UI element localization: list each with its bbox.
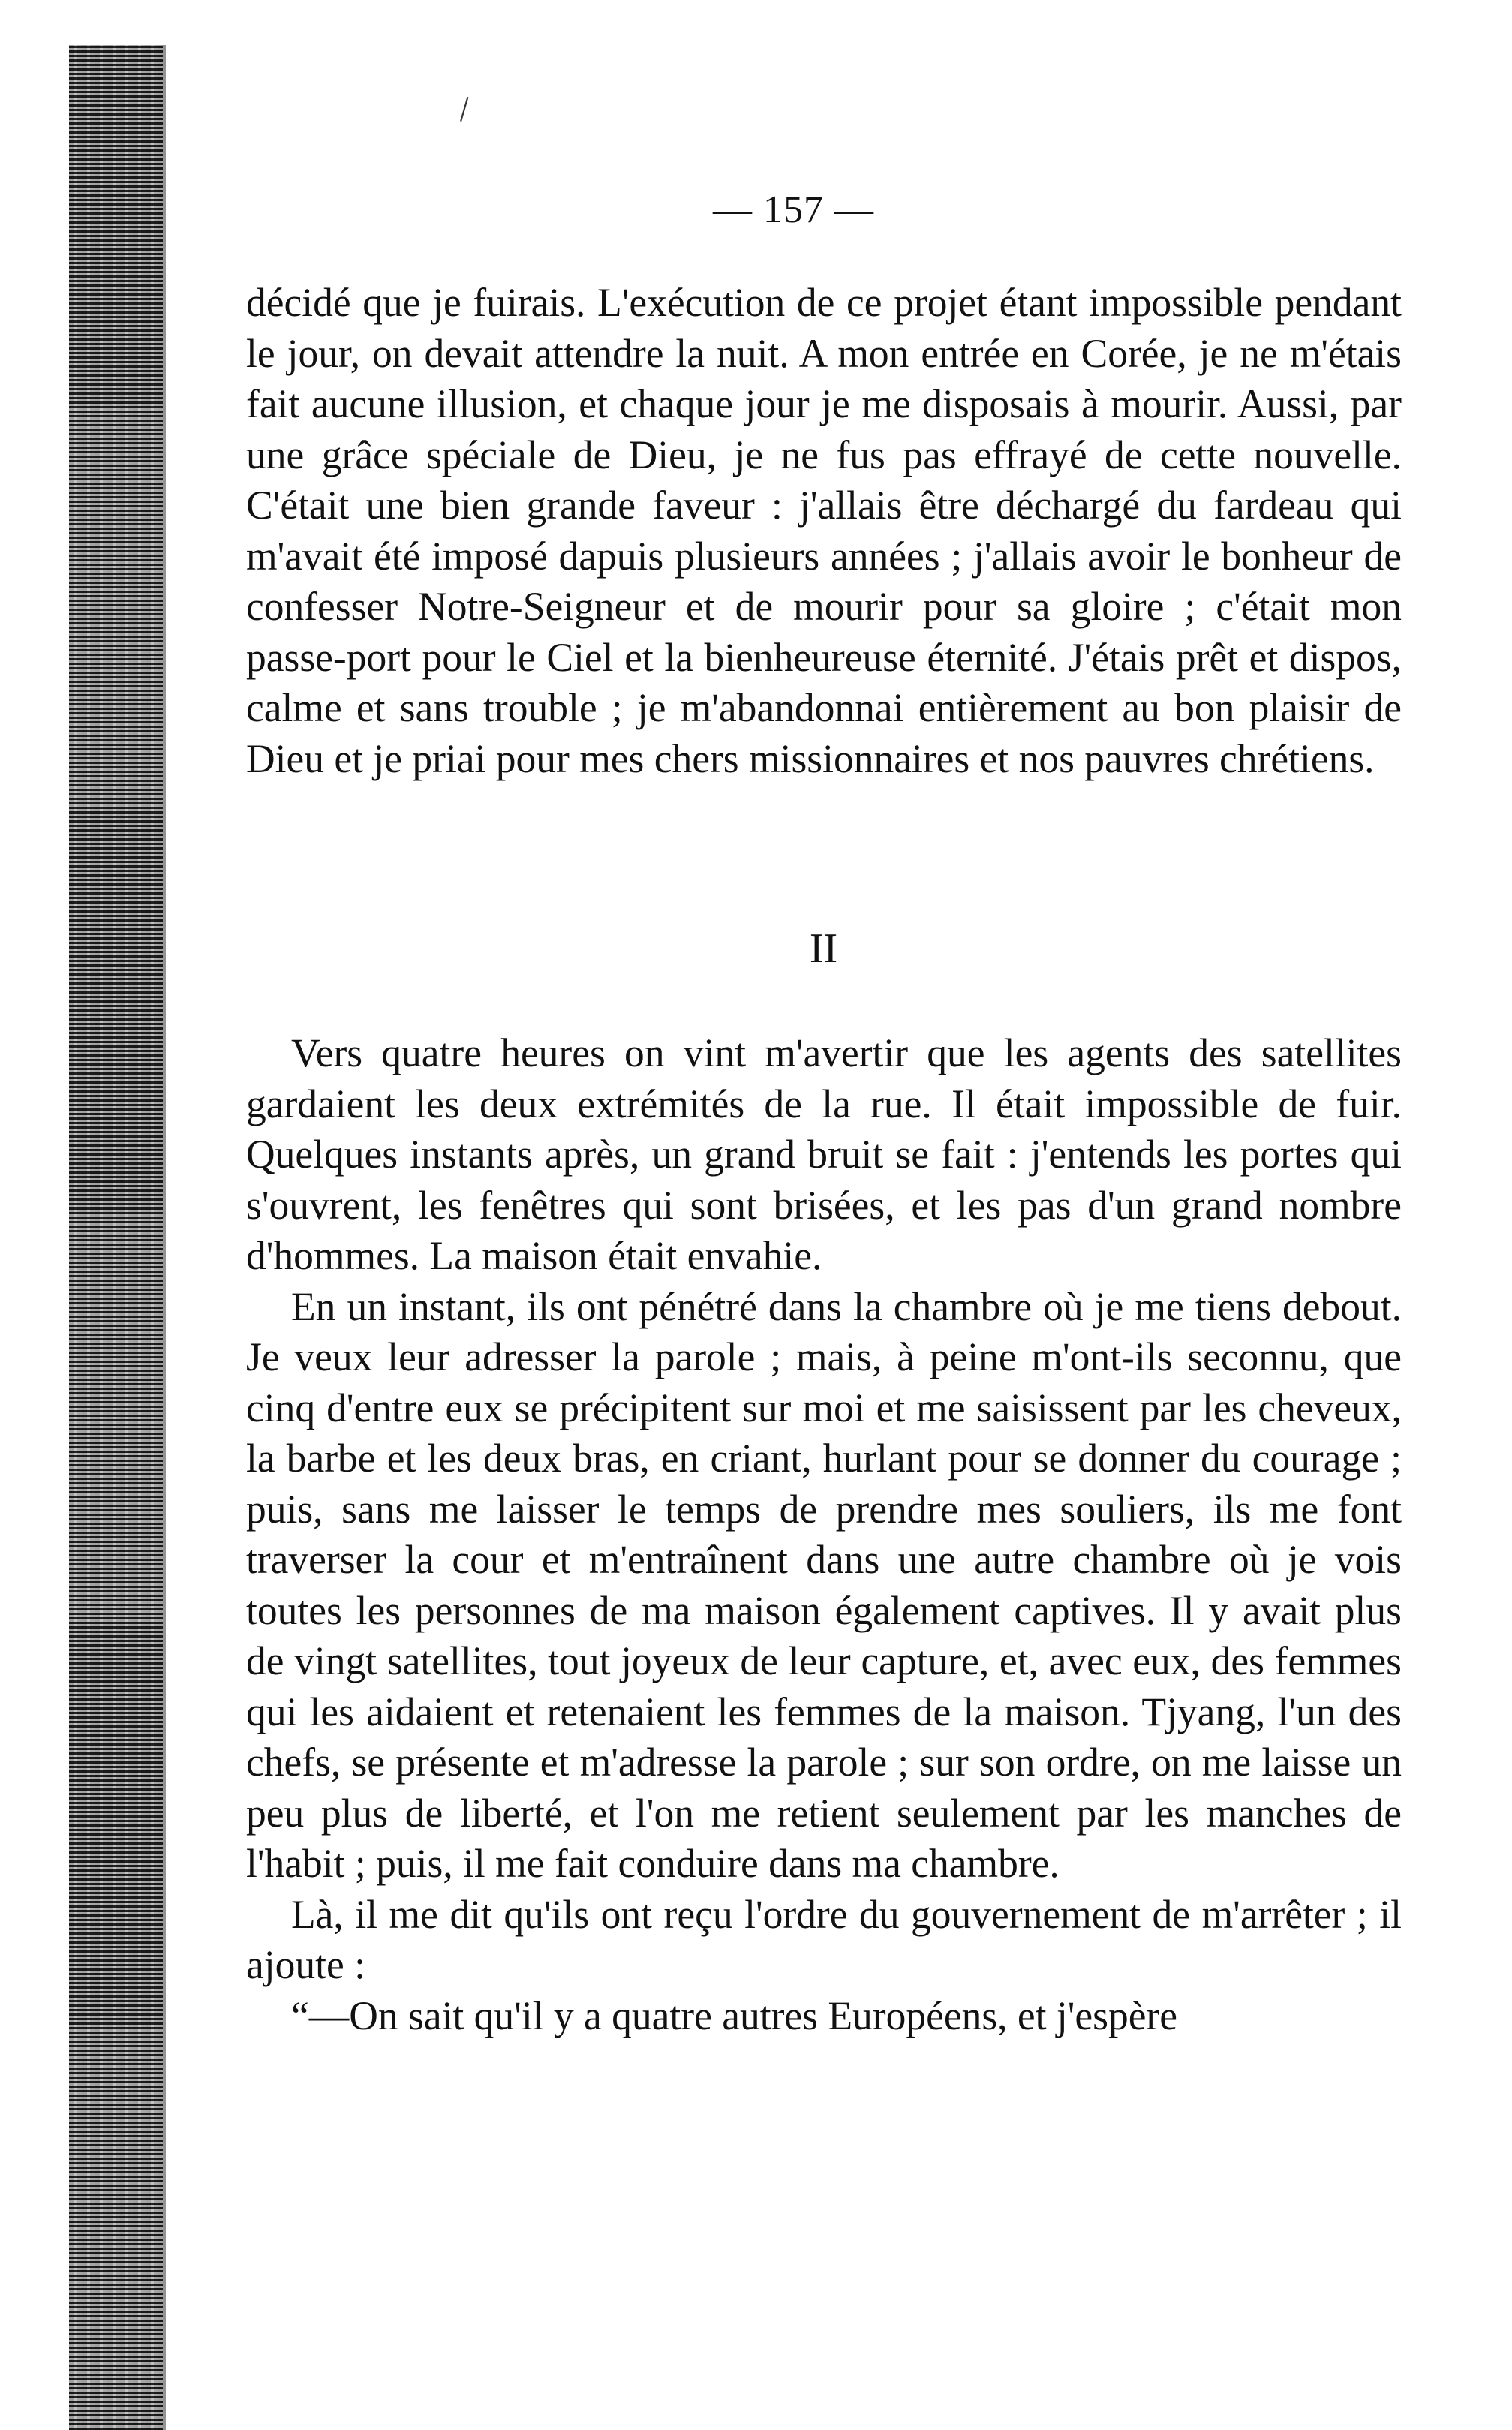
- page-binding-edge: [69, 45, 163, 2430]
- paragraph: En un instant, ils ont pénétré dans la chambre où je me tiens debout. Je veux leur adresser la parole ; mais, à peine m'ont-ils seconnu, que cinq d'entre eux se précipitent sur moi et me saisissent par les cheveux, la barbe et les deux bras, en criant, hurlant pour se donner du courage ; puis, sans me laisser le temps de prendre mes souliers, ils me font traverser la cour et m'entraînent dans une autre chambre où je vois toutes les personnes de ma maison également captives. Il y avait plus de vingt satellites, tout joyeux de leur capture, et, avec eux, des femmes qui les aidaient et retenaient les femmes de la maison. Tjyang, l'un des chefs, se présente et m'adresse la parole ; sur son ordre, on me laisse un peu plus de liberté, et l'on me retient seulement par les manches de l'habit ; puis, il me fait conduire dans ma chambre.: [246, 1283, 1402, 1886]
- stray-ink-mark: \: [449, 89, 480, 129]
- section-heading: II: [809, 925, 838, 972]
- paragraph: décidé que je fuirais. L'exécution de ce projet étant impossible pendant le jour, on devait attendre la nuit. A mon entrée en Corée, je ne m'étais fait aucune illusion, et chaque jour je me disposais à mourir. Aussi, par une grâce spéciale de Dieu, je ne fus pas effrayé de cette nouvelle. C'était une bien grande faveur : j'allais être déchargé du fardeau qui m'avait été imposé dapuis plusieurs années ; j'allais avoir le bonheur de confesser Notre-Seigneur et de mourir pour sa gloire ; c'était mon passe-port pour le Ciel et la bienheureuse éternité. J'étais prêt et dispos, calme et sans trouble ; je m'abandonnai entièrement au bon plaisir de Dieu et je priai pour mes chers missionnaires et nos pauvres chrétiens.: [246, 280, 1402, 781]
- text-block-top: [246, 278, 1402, 784]
- page-number: — 157 —: [713, 188, 874, 231]
- paragraph: Vers quatre heures on vint m'avertir que les agents des satellites gardaient les deux extrémités de la rue. Il était impossible de fuir. Quelques instants après, un grand bruit se fait : j'entends les portes qui s'ouvrent, les fenêtres qui sont brisées, et les pas d'un grand nombre d'hommes. La maison était envahie.: [246, 1030, 1402, 1278]
- text-block-bottom: [246, 1028, 1402, 2041]
- paragraph: Là, il me dit qu'ils ont reçu l'ordre du gouvernement de m'arrêter ; il ajoute :: [246, 1891, 1402, 1987]
- paragraph: “—On sait qu'il y a quatre autres Européens, et j'espère: [291, 1992, 1177, 2038]
